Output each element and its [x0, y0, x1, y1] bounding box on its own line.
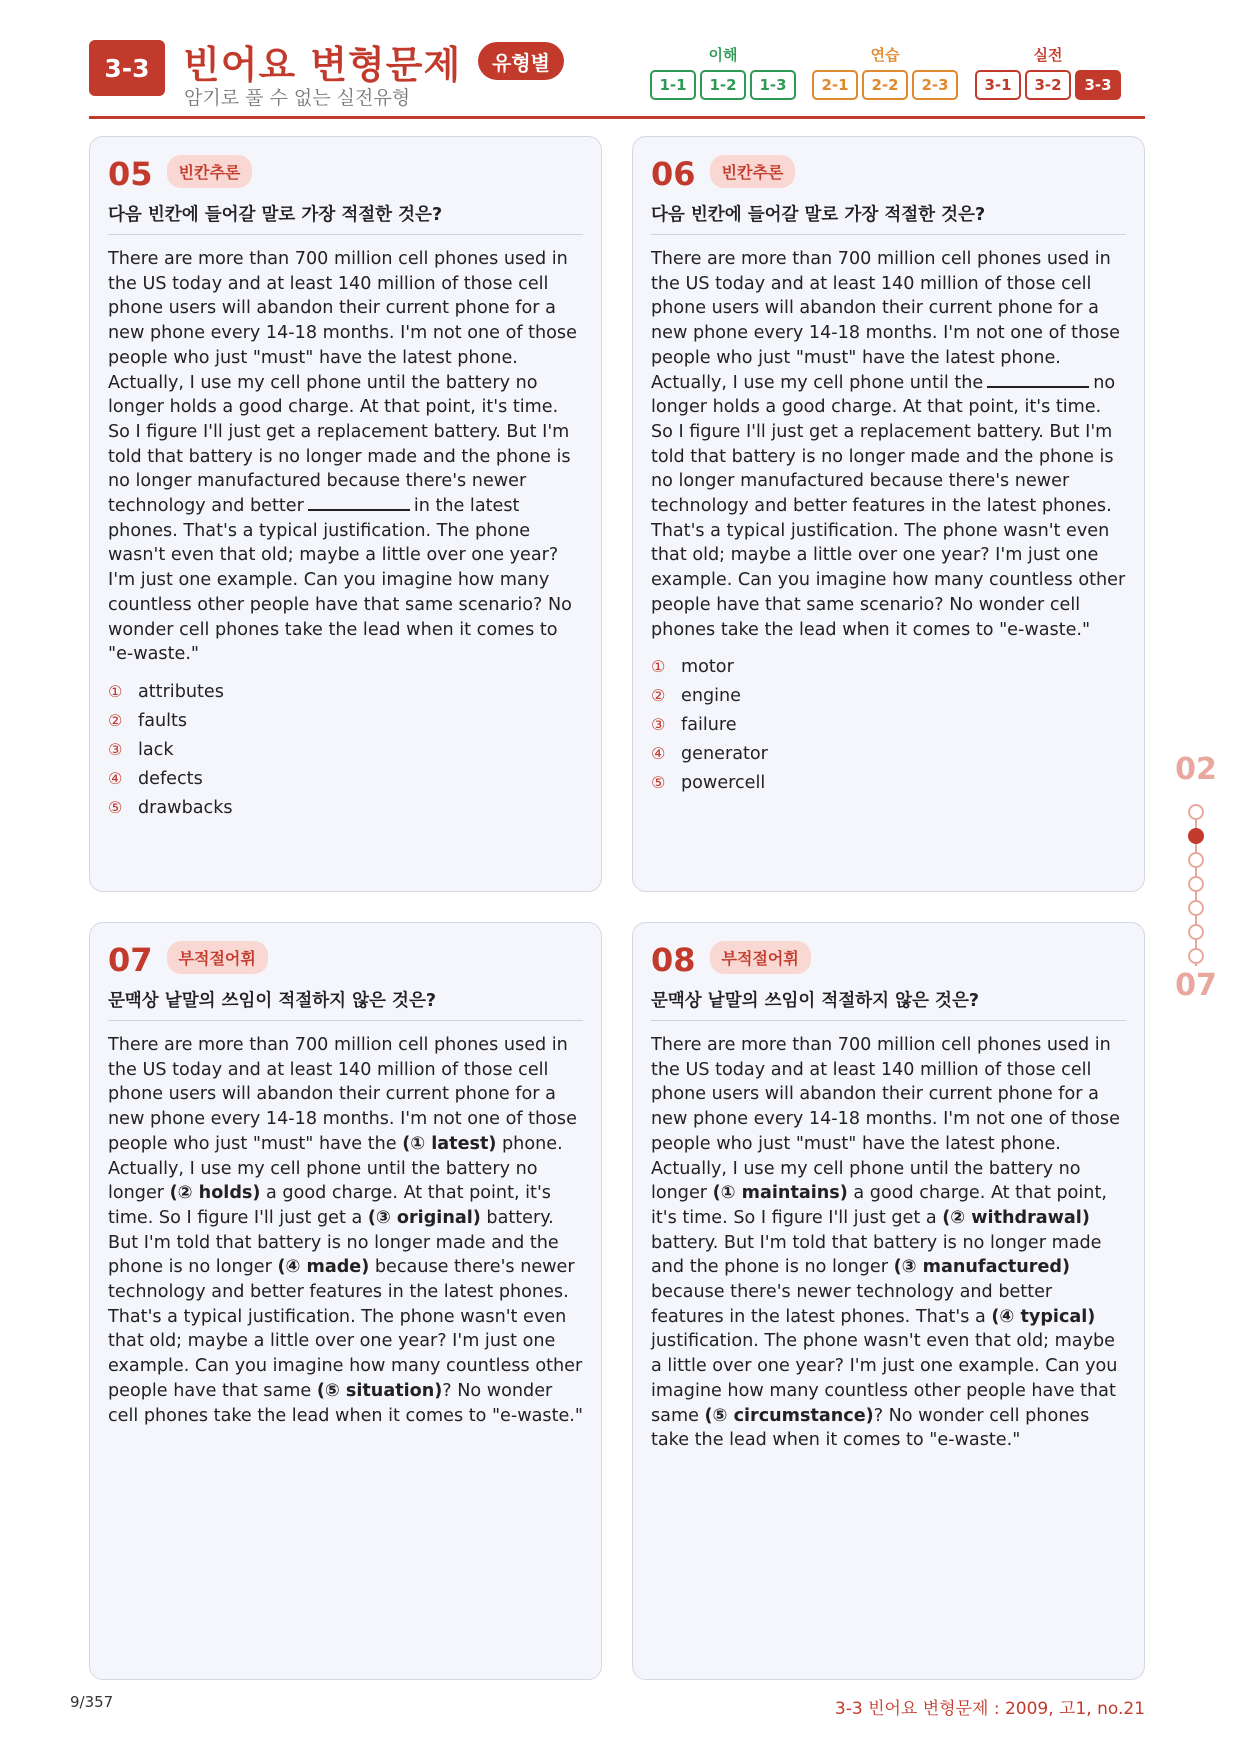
page-subtitle: 암기로 풀 수 없는 실전유형 [184, 87, 411, 109]
question-instruction: 다음 빈칸에 들어갈 말로 가장 적절한 것은? [108, 201, 583, 235]
passage-text: There are more than 700 million cell phones used in the US today and at least 140 million of those cell phone users will abandon their current phone for a new phone every 14-18 months. I'm not one of those people who just "must" have the latest phone. Actually, I use my cell phone until the [651, 249, 1120, 393]
vocab-option-4: (④ typical) [991, 1306, 1096, 1327]
choice-text: powercell [681, 773, 766, 794]
vocab-option-2: (② holds) [169, 1183, 261, 1204]
question-instruction: 문맥상 낱말의 쓰임이 적절하지 않은 것은? [108, 987, 583, 1021]
category-pill: 유형별 [478, 42, 564, 80]
side-nav-dot-active[interactable] [1188, 828, 1204, 844]
page-counter: 9/357 [70, 1693, 114, 1711]
choice-item[interactable] [651, 739, 1126, 768]
question-number: 07 [108, 941, 153, 979]
side-nav-dot[interactable] [1188, 924, 1204, 940]
choice-text: motor [681, 657, 734, 678]
choice-item[interactable] [651, 768, 1126, 797]
choice-text: faults [138, 710, 188, 731]
choice-text: attributes [138, 681, 224, 702]
question-type-tag: 빈칸추론 [710, 155, 796, 188]
vocab-option-1: (① latest) [402, 1133, 497, 1154]
vocab-option-2: (② withdrawal) [942, 1207, 1090, 1228]
blank-line [308, 495, 410, 511]
choice-item[interactable] [108, 735, 583, 764]
question-instruction: 다음 빈칸에 들어갈 말로 가장 적절한 것은? [651, 201, 1126, 235]
question-number: 05 [108, 155, 153, 193]
passage-text: There are more than 700 million cell phones used in the US today and at least 140 million of those cell phone users will abandon their current phone for a new phone every 14-18 months. I'm not one of those people who just "must" have the latest phone. Actually, I use my cell phone until the battery no longer [651, 1035, 1120, 1204]
question-type-tag: 빈칸추론 [167, 155, 253, 188]
nav-button-3-2[interactable]: 3-2 [1025, 70, 1071, 100]
answer-choices [108, 677, 583, 822]
choice-text: failure [681, 715, 737, 736]
vocab-option-3: (③ manufactured) [893, 1257, 1071, 1278]
blank-line [987, 372, 1089, 388]
nav-button-2-2[interactable]: 2-2 [862, 70, 908, 100]
nav-group-label: 이해 [708, 46, 738, 64]
choice-item[interactable] [108, 764, 583, 793]
choice-text: lack [138, 739, 174, 760]
choice-number: ⑤ [651, 773, 666, 793]
question-number: 06 [651, 155, 696, 193]
side-nav-dot[interactable] [1188, 876, 1204, 892]
header-divider [89, 116, 1145, 119]
question-type-tag: 부적절어휘 [167, 941, 268, 974]
nav-button-1-3[interactable]: 1-3 [750, 70, 796, 100]
question-passage [651, 1033, 1126, 1453]
choice-number: ③ [651, 715, 666, 735]
question-passage [108, 1033, 583, 1428]
choice-text: generator [681, 744, 768, 765]
section-badge: 3-3 [89, 40, 165, 96]
side-nav-end: 07 [1175, 968, 1217, 1003]
choice-number: ② [108, 710, 123, 730]
question-type-tag: 부적절어휘 [710, 941, 811, 974]
choice-item[interactable] [651, 681, 1126, 710]
nav-button-2-3[interactable]: 2-3 [912, 70, 958, 100]
passage-text: battery. But I'm told that battery is no longer made and the phone is no longer [108, 1207, 559, 1278]
side-nav-start: 02 [1175, 752, 1217, 787]
question-passage [108, 247, 583, 667]
passage-text: a good charge. At that point, it's time. So I figure I'll just get a [651, 1183, 1107, 1228]
nav-group-label: 실전 [1033, 46, 1063, 64]
choice-text: defects [138, 768, 203, 789]
choice-number: ① [108, 681, 123, 701]
choice-text: engine [681, 686, 742, 707]
passage-text: There are more than 700 million cell phones used in the US today and at least 140 million of those cell phone users will abandon their current phone for a new phone every 14-18 months. I'm not one of those people who just "must" have the [108, 1035, 577, 1154]
source-citation: 3-3 빈어요 변형문제 : 2009, 고1, no.21 [834, 1699, 1145, 1719]
question-card-07 [89, 922, 602, 1680]
passage-text: ? No wonder cell phones take the lead when it comes to "e-waste." [651, 1405, 1090, 1451]
passage-text: because there's newer technology and better features in the latest phones. That's a typical justification. The phone wasn't even that old; maybe a little over one year? I'm just one example. Can you imagine how many countless other people have that same [108, 1257, 583, 1401]
choice-text: drawbacks [138, 797, 233, 818]
question-instruction: 문맥상 낱말의 쓰임이 적절하지 않은 것은? [651, 987, 1126, 1021]
question-card-08 [632, 922, 1145, 1680]
choice-number: ④ [108, 768, 123, 788]
choice-number: ⑤ [108, 797, 123, 817]
question-passage [651, 247, 1126, 642]
passage-text: phone. Actually, I use my cell phone until the battery no longer [108, 1133, 563, 1204]
vocab-option-4: (④ made) [277, 1257, 370, 1278]
vocab-option-3: (③ original) [367, 1207, 481, 1228]
nav-button-1-2[interactable]: 1-2 [700, 70, 746, 100]
side-nav-dot[interactable] [1188, 852, 1204, 868]
nav-button-1-1[interactable]: 1-1 [650, 70, 696, 100]
side-nav-dot[interactable] [1188, 948, 1204, 964]
nav-button-3-3[interactable]: 3-3 [1075, 70, 1121, 100]
nav-button-3-1[interactable]: 3-1 [975, 70, 1021, 100]
question-card-06 [632, 136, 1145, 892]
vocab-option-5: (⑤ circumstance) [704, 1405, 874, 1426]
choice-item[interactable] [108, 677, 583, 706]
passage-text: in the latest phones. That's a typical justification. The phone wasn't even that old; maybe a little over one year? I'm just one example. Can you imagine how many countless other people have that same scenario? No wonder cell phones take the lead when it comes to "e-waste." [108, 496, 572, 665]
passage-text: no longer holds a good charge. At that point, it's time. So I figure I'll just get a replacement battery. But I'm told that battery is no longer made and the phone is no longer manufactured because there's newer technology and better features in the latest phones. That's a typical justification. The phone wasn't even that old; maybe a little over one year? I'm just one example. Can you imagine how many countless other people have that same scenario? No wonder cell phones take the lead when it comes to "e-waste." [651, 372, 1126, 640]
answer-choices [651, 652, 1126, 797]
passage-text: because there's newer technology and better features in the latest phones. That's a [651, 1282, 1053, 1327]
choice-item[interactable] [651, 652, 1126, 681]
passage-text: battery. But I'm told that battery is no longer made and the phone is no longer [651, 1232, 1102, 1278]
page-title: 빈어요 변형문제 [183, 43, 462, 87]
question-card-05 [89, 136, 602, 892]
side-nav-dot[interactable] [1188, 804, 1204, 820]
choice-number: ③ [108, 739, 123, 759]
choice-number: ② [651, 686, 666, 706]
nav-group-label: 연습 [870, 46, 900, 64]
side-nav-dot[interactable] [1188, 900, 1204, 916]
choice-item[interactable] [651, 710, 1126, 739]
choice-number: ① [651, 657, 666, 677]
choice-item[interactable] [108, 706, 583, 735]
nav-button-2-1[interactable]: 2-1 [812, 70, 858, 100]
choice-item[interactable] [108, 793, 583, 822]
passage-text: a good charge. At that point, it's time. So I figure I'll just get a [108, 1183, 551, 1228]
passage-text: There are more than 700 million cell phones used in the US today and at least 140 million of those cell phone users will abandon their current phone for a new phone every 14-18 months. I'm not one of those people who just "must" have the latest phone. Actually, I use my cell phone until the battery no longer holds a good charge. At that point, it's time. So I figure I'll just get a replacement battery. But I'm told that battery is no longer made and the phone is no longer manufactured because there's newer technology and better [108, 249, 577, 517]
vocab-option-1: (① maintains) [712, 1183, 848, 1204]
question-number: 08 [651, 941, 696, 979]
passage-text: ? No wonder cell phones take the lead when it comes to "e-waste." [108, 1380, 583, 1426]
passage-text: justification. The phone wasn't even that old; maybe a little over one year? I'm just one example. Can you imagine how many countless other people have that same [651, 1331, 1118, 1426]
choice-number: ④ [651, 744, 666, 764]
vocab-option-5: (⑤ situation) [316, 1380, 443, 1401]
